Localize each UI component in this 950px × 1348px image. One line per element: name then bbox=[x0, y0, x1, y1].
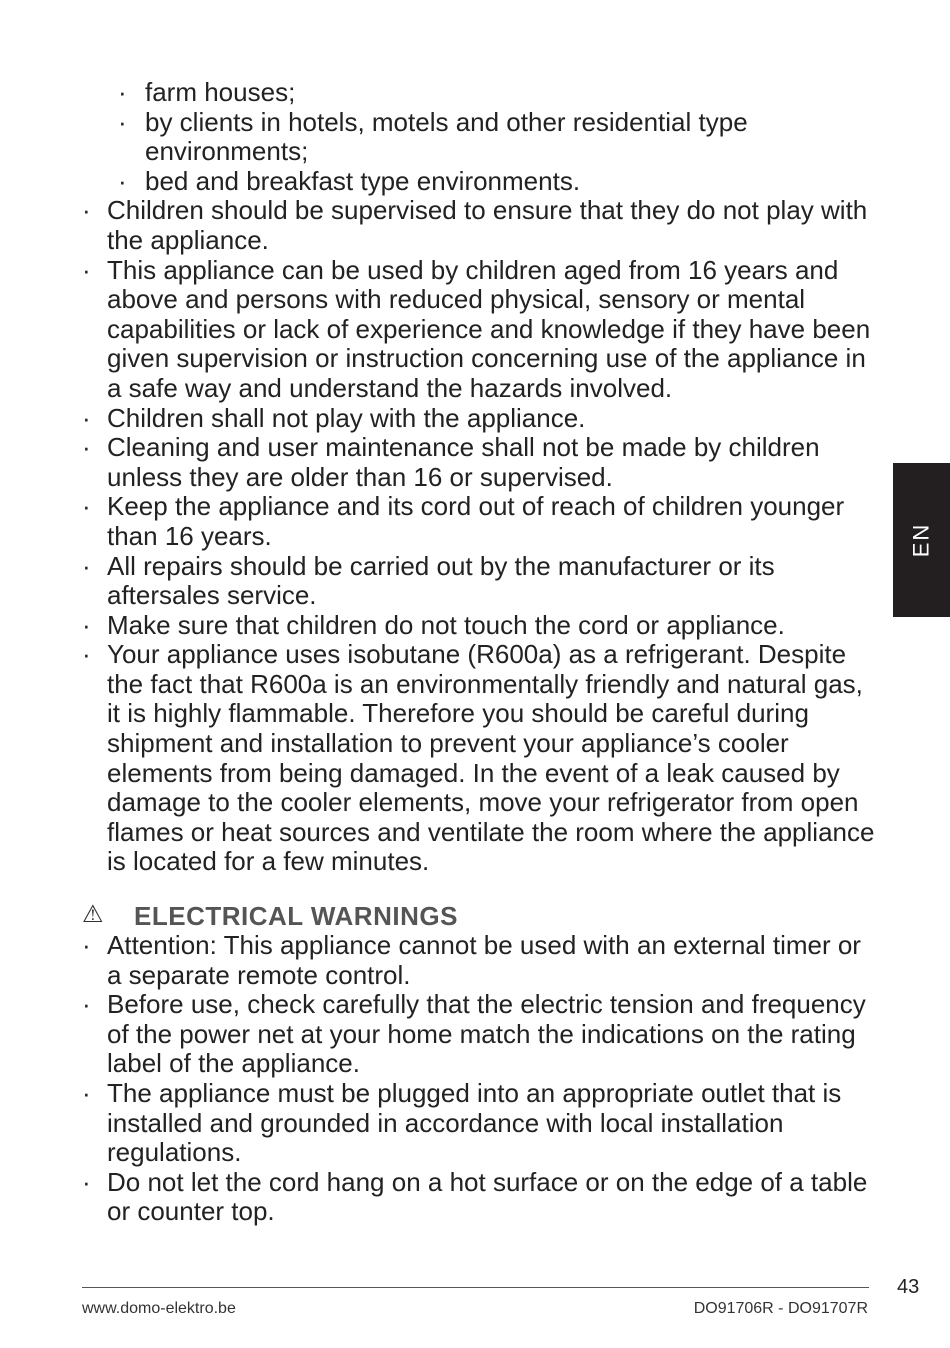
bullet-icon: · bbox=[82, 609, 91, 640]
page-number: 43 bbox=[897, 1276, 920, 1298]
document-body bbox=[0, 78, 880, 1227]
bullet-icon: · bbox=[118, 77, 127, 107]
list-item: · Do not let the cord hang on a hot surface or on the edge of a table or counter top. bbox=[82, 1166, 868, 1227]
list-item: · Keep the appliance and its cord out of reach of children younger than 16 years. bbox=[82, 491, 845, 551]
list-item: · Your appliance uses isobutane (R600a) as a refrigerant. Despite the fact that R600a is an environmentally friendly and natural gas, it is highly flammable. Therefore you should be careful during shipment and installation to prevent your appliance’s cooler elements from being damaged. In the event of a leak caused by damage to the cooler elements, move your refrigerator from open flames or heat sources and ventilate the room where the appliance is located for a few minutes. bbox=[82, 639, 875, 877]
list-item: · Children should be supervised to ensure that they do not play with the appliance. bbox=[82, 195, 868, 255]
bullet-icon: · bbox=[82, 930, 91, 961]
bullet-icon: · bbox=[82, 989, 91, 1020]
bullet-icon: · bbox=[82, 402, 91, 433]
footer-website: www.domo-elektro.be bbox=[82, 1300, 236, 1317]
bullet-icon: · bbox=[82, 195, 91, 226]
section-heading-electrical: ⚠ ELECTRICAL WARNINGS bbox=[82, 901, 458, 932]
bullet-icon: · bbox=[82, 491, 91, 522]
list-item: · by clients in hotels, motels and other residential type environments; bbox=[118, 106, 748, 167]
bullet-icon: · bbox=[82, 1078, 91, 1108]
bullet-icon: · bbox=[118, 165, 127, 196]
list-item: · The appliance must be plugged into an appropriate outlet that is installed and grounded in accordance with local installation regulations. bbox=[82, 1078, 842, 1168]
list-item: · Before use, check carefully that the electric tension and frequency of the power net at your home match the indications on the rating label of the appliance. bbox=[82, 989, 866, 1079]
list-item: · Make sure that children do not touch the cord or appliance. bbox=[82, 609, 785, 640]
bullet-icon: · bbox=[82, 639, 91, 670]
bullet-icon: · bbox=[82, 1166, 91, 1197]
footer-divider bbox=[82, 1287, 869, 1288]
list-item: · This appliance can be used by children aged from 16 years and above and persons with reduced physical, sensory or mental capabilities or lack of experience and knowledge if they have been given supervision or instruction concerning use of the appliance in a safe way and understand the hazards involved. bbox=[82, 254, 871, 403]
list-item: · bed and breakfast type environments. bbox=[118, 165, 581, 196]
language-tab bbox=[893, 463, 950, 617]
list-item: · All repairs should be carried out by the manufacturer or its aftersales service. bbox=[82, 550, 775, 611]
list-item: · Children shall not play with the appliance. bbox=[82, 402, 586, 433]
bullet-icon: · bbox=[82, 254, 91, 285]
list-item: · Attention: This appliance cannot be used with an external timer or a separate remote control. bbox=[82, 930, 861, 990]
bullet-icon: · bbox=[82, 432, 91, 463]
list-item: · Cleaning and user maintenance shall not be made by children unless they are older than 16 or supervised. bbox=[82, 432, 820, 492]
footer-model-number: DO91706R - DO91707R bbox=[693, 1300, 868, 1317]
bullet-icon: · bbox=[82, 550, 91, 581]
warning-triangle-icon: ⚠ bbox=[82, 901, 105, 929]
list-item: · farm houses; bbox=[118, 77, 296, 107]
bullet-icon: · bbox=[118, 106, 127, 137]
language-label: EN bbox=[908, 522, 934, 558]
